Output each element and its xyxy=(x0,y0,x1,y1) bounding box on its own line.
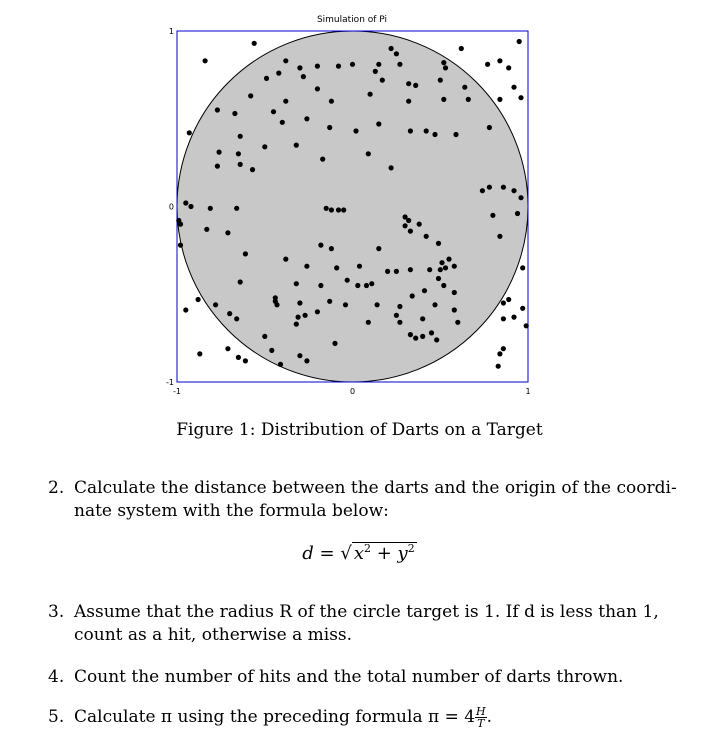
dart-point xyxy=(269,348,274,353)
dart-point xyxy=(301,74,306,79)
distance-formula xyxy=(0,542,719,564)
dart-point xyxy=(327,299,332,304)
dart-point xyxy=(294,322,299,327)
dart-point xyxy=(297,300,302,305)
dart-point xyxy=(350,62,355,67)
dart-point xyxy=(438,267,443,272)
dart-point xyxy=(334,265,339,270)
dart-point xyxy=(511,315,516,320)
step-4 xyxy=(48,666,688,689)
dart-point xyxy=(394,313,399,318)
dart-point xyxy=(368,92,373,97)
dart-point xyxy=(297,65,302,70)
dart-point xyxy=(385,269,390,274)
chart-title: Simulation of Pi xyxy=(316,15,388,25)
step-text-tail: . xyxy=(486,707,493,727)
dart-point xyxy=(429,330,434,335)
dart-point xyxy=(487,185,492,190)
dart-point xyxy=(280,120,285,125)
dart-point xyxy=(432,302,437,307)
dart-point xyxy=(234,206,239,211)
formula-plus: + xyxy=(371,543,398,564)
dart-point xyxy=(436,276,441,281)
dart-point xyxy=(517,39,522,44)
dart-point xyxy=(439,260,444,265)
dart-point xyxy=(225,230,230,235)
dart-point xyxy=(303,313,308,318)
dart-point xyxy=(497,234,502,239)
step-2 xyxy=(48,477,688,523)
dart-point xyxy=(520,306,525,311)
dart-point xyxy=(420,316,425,321)
dart-point xyxy=(278,362,283,367)
step-text-continued: count as a hit, otherwise a miss. xyxy=(74,625,353,645)
dart-point xyxy=(283,58,288,63)
dart-point xyxy=(183,307,188,312)
dart-point xyxy=(332,341,337,346)
dart-point xyxy=(262,144,267,149)
figure-caption: Figure 1: Distribution of Darts on a Target xyxy=(176,420,543,440)
dart-point xyxy=(511,188,516,193)
dart-point xyxy=(397,62,402,67)
dart-point xyxy=(443,65,448,70)
dart-point xyxy=(178,243,183,248)
dart-point xyxy=(511,85,516,90)
dart-point xyxy=(466,97,471,102)
dart-point xyxy=(366,151,371,156)
dart-point xyxy=(197,351,202,356)
dart-point xyxy=(243,251,248,256)
y-tick-label: 0 xyxy=(168,202,174,212)
dart-point xyxy=(318,243,323,248)
dart-point xyxy=(236,355,241,360)
dart-point xyxy=(506,65,511,70)
dart-point xyxy=(443,265,448,270)
dart-point xyxy=(369,281,374,286)
dart-point xyxy=(446,257,451,262)
dart-point xyxy=(318,283,323,288)
dart-point xyxy=(397,304,402,309)
x-tick-label: -1 xyxy=(173,387,181,396)
dart-point xyxy=(518,95,523,100)
dart-point xyxy=(327,125,332,130)
dart-point xyxy=(520,265,525,270)
dart-point xyxy=(408,267,413,272)
dart-point xyxy=(297,353,302,358)
dart-point xyxy=(243,358,248,363)
step-number: 5. xyxy=(48,707,65,727)
dart-point xyxy=(274,302,279,307)
dart-point xyxy=(403,223,408,228)
dart-point xyxy=(497,97,502,102)
dart-point xyxy=(324,206,329,211)
dart-point xyxy=(336,64,341,69)
sqrt-sign: √ xyxy=(340,543,352,564)
step-3 xyxy=(48,601,688,647)
dart-point xyxy=(294,143,299,148)
dart-point xyxy=(225,346,230,351)
dart-point xyxy=(204,227,209,232)
dart-point xyxy=(208,206,213,211)
step-text-main: Calculate π using the preceding formula π = 4 xyxy=(74,707,476,727)
dart-point xyxy=(252,41,257,46)
dart-point xyxy=(187,130,192,135)
step-text: Calculate the distance between the darts and the origin of the coordi- xyxy=(74,478,677,498)
dart-point xyxy=(394,269,399,274)
dart-point xyxy=(459,46,464,51)
dart-point xyxy=(315,309,320,314)
dart-point xyxy=(452,264,457,269)
dart-point xyxy=(248,93,253,98)
dart-point xyxy=(283,99,288,104)
y-tick-label: 1 xyxy=(168,27,174,36)
dart-point xyxy=(336,207,341,212)
dart-point xyxy=(345,278,350,283)
dart-point xyxy=(515,211,520,216)
target-circle xyxy=(177,31,528,382)
dart-point xyxy=(183,200,188,205)
dart-point xyxy=(215,164,220,169)
dart-point xyxy=(485,62,490,67)
dart-point xyxy=(462,85,467,90)
dart-point xyxy=(283,257,288,262)
dart-point xyxy=(410,293,415,298)
sqrt-content xyxy=(352,542,417,564)
dart-point xyxy=(215,107,220,112)
dart-point xyxy=(441,60,446,65)
dart-point xyxy=(373,69,378,74)
dart-point xyxy=(232,111,237,116)
dart-point xyxy=(480,188,485,193)
dart-point xyxy=(452,290,457,295)
dart-point xyxy=(408,128,413,133)
step-text-continued: nate system with the formula below: xyxy=(74,501,389,521)
y-tick-label: -1 xyxy=(166,378,174,387)
formula-y: y xyxy=(397,543,408,564)
dart-point xyxy=(397,320,402,325)
dart-point xyxy=(238,134,243,139)
dart-point xyxy=(236,151,241,156)
dart-point xyxy=(250,167,255,172)
dart-point xyxy=(389,165,394,170)
dart-point xyxy=(487,125,492,130)
formula-exp-y: 2 xyxy=(407,542,415,555)
dart-point xyxy=(217,150,222,155)
dart-point xyxy=(420,334,425,339)
dart-point xyxy=(196,297,201,302)
dart-point xyxy=(366,320,371,325)
dart-point xyxy=(213,302,218,307)
dart-point xyxy=(413,83,418,88)
formula-exp-x: 2 xyxy=(364,542,371,555)
dart-point xyxy=(436,241,441,246)
dart-point xyxy=(329,246,334,251)
dart-point xyxy=(389,46,394,51)
dart-point xyxy=(203,58,208,63)
formula-lhs: d = xyxy=(302,543,341,564)
dart-point xyxy=(376,246,381,251)
dart-point xyxy=(408,229,413,234)
dart-point xyxy=(276,71,281,76)
dart-point xyxy=(238,162,243,167)
dart-point xyxy=(304,264,309,269)
dart-point xyxy=(424,128,429,133)
dart-point xyxy=(496,364,501,369)
dart-point xyxy=(341,207,346,212)
dart-point xyxy=(490,213,495,218)
dart-point xyxy=(441,97,446,102)
dart-point xyxy=(178,222,183,227)
dart-point xyxy=(501,346,506,351)
x-tick-label: 0 xyxy=(349,387,356,396)
dart-point xyxy=(417,222,422,227)
dart-point xyxy=(343,302,348,307)
dart-point xyxy=(441,283,446,288)
step-5 xyxy=(48,706,688,729)
dart-point xyxy=(413,336,418,341)
dart-point xyxy=(357,264,362,269)
dart-point xyxy=(294,281,299,286)
dart-point xyxy=(304,116,309,121)
step-text xyxy=(74,706,688,729)
dart-point xyxy=(501,316,506,321)
dart-point xyxy=(406,81,411,86)
dart-point xyxy=(452,307,457,312)
dart-point xyxy=(438,78,443,83)
dart-point xyxy=(506,297,511,302)
dart-point xyxy=(238,279,243,284)
dart-point xyxy=(315,64,320,69)
dart-point xyxy=(353,128,358,133)
dart-point xyxy=(497,58,502,63)
dart-point xyxy=(422,288,427,293)
formula-x: x xyxy=(353,543,364,564)
dart-point xyxy=(497,351,502,356)
dart-point xyxy=(427,267,432,272)
dart-point xyxy=(453,132,458,137)
dart-point xyxy=(455,320,460,325)
dart-point xyxy=(375,302,380,307)
dart-point xyxy=(355,283,360,288)
dart-point xyxy=(364,283,369,288)
fraction-numerator: H xyxy=(476,705,486,718)
dart-point xyxy=(434,337,439,342)
step-number: 4. xyxy=(48,667,65,687)
dart-point xyxy=(424,234,429,239)
dart-point xyxy=(329,207,334,212)
step-number: 2. xyxy=(48,478,65,498)
dart-point xyxy=(234,316,239,321)
dart-point xyxy=(406,218,411,223)
dart-point xyxy=(227,311,232,316)
dart-point xyxy=(524,323,529,328)
fraction-denominator: T xyxy=(477,717,485,730)
dart-point xyxy=(501,185,506,190)
step-number: 3. xyxy=(48,602,65,622)
step-text: Assume that the radius R of the circle target is 1. If d is less than 1, xyxy=(74,602,659,622)
dart-point xyxy=(408,332,413,337)
dart-point xyxy=(501,300,506,305)
step-text: Count the number of hits and the total number of darts thrown. xyxy=(74,667,624,687)
dart-point xyxy=(329,99,334,104)
dart-point xyxy=(304,358,309,363)
dart-point xyxy=(380,78,385,83)
dart-point xyxy=(315,86,320,91)
dart-point xyxy=(376,121,381,126)
dart-point xyxy=(320,157,325,162)
dart-point xyxy=(432,132,437,137)
dart-point xyxy=(376,62,381,67)
fraction-h-over-t xyxy=(475,706,487,729)
dart-point xyxy=(264,76,269,81)
dart-point xyxy=(188,204,193,209)
dart-point xyxy=(271,109,276,114)
dart-point xyxy=(518,195,523,200)
dart-point xyxy=(394,51,399,56)
dart-point xyxy=(406,99,411,104)
x-tick-label: 1 xyxy=(525,387,531,396)
dart-point xyxy=(262,334,267,339)
dart-point xyxy=(296,315,301,320)
